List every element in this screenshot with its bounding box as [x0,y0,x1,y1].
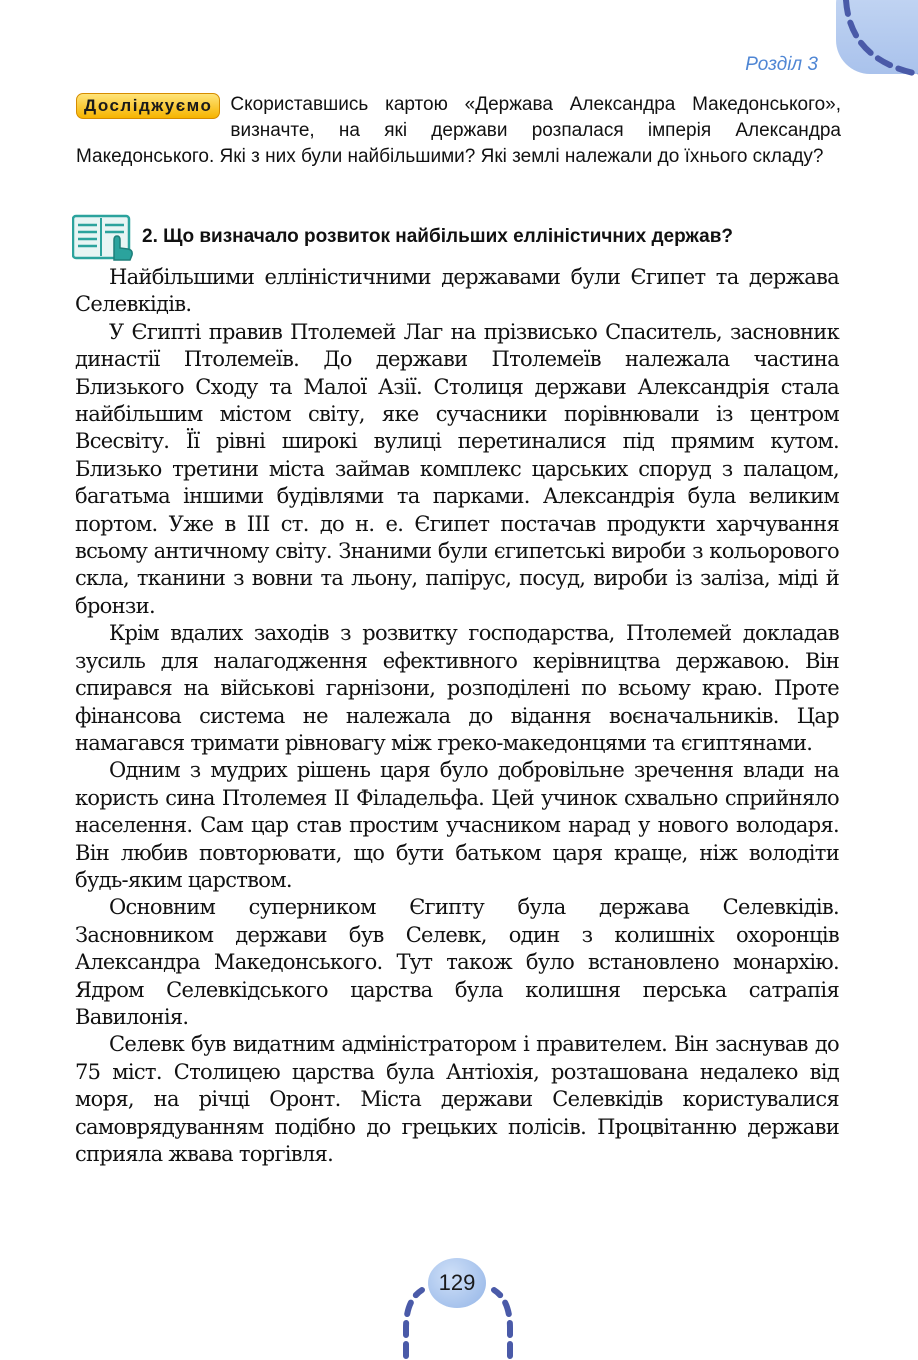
paragraph: Найбільшими елліністичними державами були Єгипет та держава Селевкідів. [75,265,839,317]
section-heading-row [72,212,852,264]
paragraph: У Єгипті правив Птолемей Лаг на прізвисько Спаситель, засновник династії Птолемеїв. До держави Птолемеїв належала частина Близького Сходу та Малої Азії. Столиця держави Александрія стала найбільшим містом світу, яке сучасники порівнювали із центром Всесвіту. Її рівні широкі вулиці перетиналися під прямим кутом. Близько третини міста займав комплекс царських споруд з палацом, багатьма іншими будівлями та парками. Александрія була великим портом. Уже в ІІІ ст. до н. е. Єгипет постачав продукти харчування всьому античному світу. Знаними були єгипетські вироби з кольорового скла, тканини з вовни та льону, папірус, посуд, вироби із заліза, міді й бронзи. [75,319,839,618]
research-task [76,92,841,170]
paragraph: Основним суперником Єгипту була держава Селевкідів. Засновником держави був Селевк, один з колишніх охоронців Александра Македонського. Тут також було встановлено монархію. Ядром Селевкідського царства була колишня перська сатрапія Вавилонія. [75,895,839,1029]
main-text [75,264,839,1168]
paragraph: Одним з мудрих рішень царя було добровільне зречення влади на користь сина Птолемея ІІ Філадельфа. Цей учинок схвально сприйняло населення. Сам цар став простим учасником нарад у нового володаря. Він любив повторювати, що бути батьком царя краще, ніж володіти будь-яким царством. [75,758,839,892]
page-number: 129 [428,1258,486,1308]
corner-dashed-arc-decoration [832,0,918,80]
paragraph: Селевк був видатним адміністратором і правителем. Він заснував до 75 міст. Столицею царства була Антіохія, розташована недалеко від моря, на річці Оронт. Міста держави Селевкідів користувалися самоврядуванням подібно до грецьких полісів. Процвітанню держави сприяла жвава торгівля. [75,1032,839,1166]
section-heading: 2. Що визначало розвиток найбільших елліністичних держав? [142,226,733,247]
section-label: Розділ 3 [745,54,818,75]
research-badge: Досліджуємо [76,93,220,119]
book-hand-icon [72,212,134,262]
research-task-text: Скориставшись картою «Держава Александра Македонського», визначте, на які держави розпалася імперія Александра Македонського. Які з них були найбільшими? Які землі належали до їхнього складу? [76,94,841,167]
paragraph: Крім вдалих заходів з розвитку господарства, Птолемей докладав зусиль для налагодження ефективного керівництва державою. Він спирався на військові гарнізони, розподілені по всьому краю. Проте фінансова система не належала до відання воєначальників. Цар намагався тримати рівновагу між греко-македонцями та єгиптянами. [75,621,839,755]
